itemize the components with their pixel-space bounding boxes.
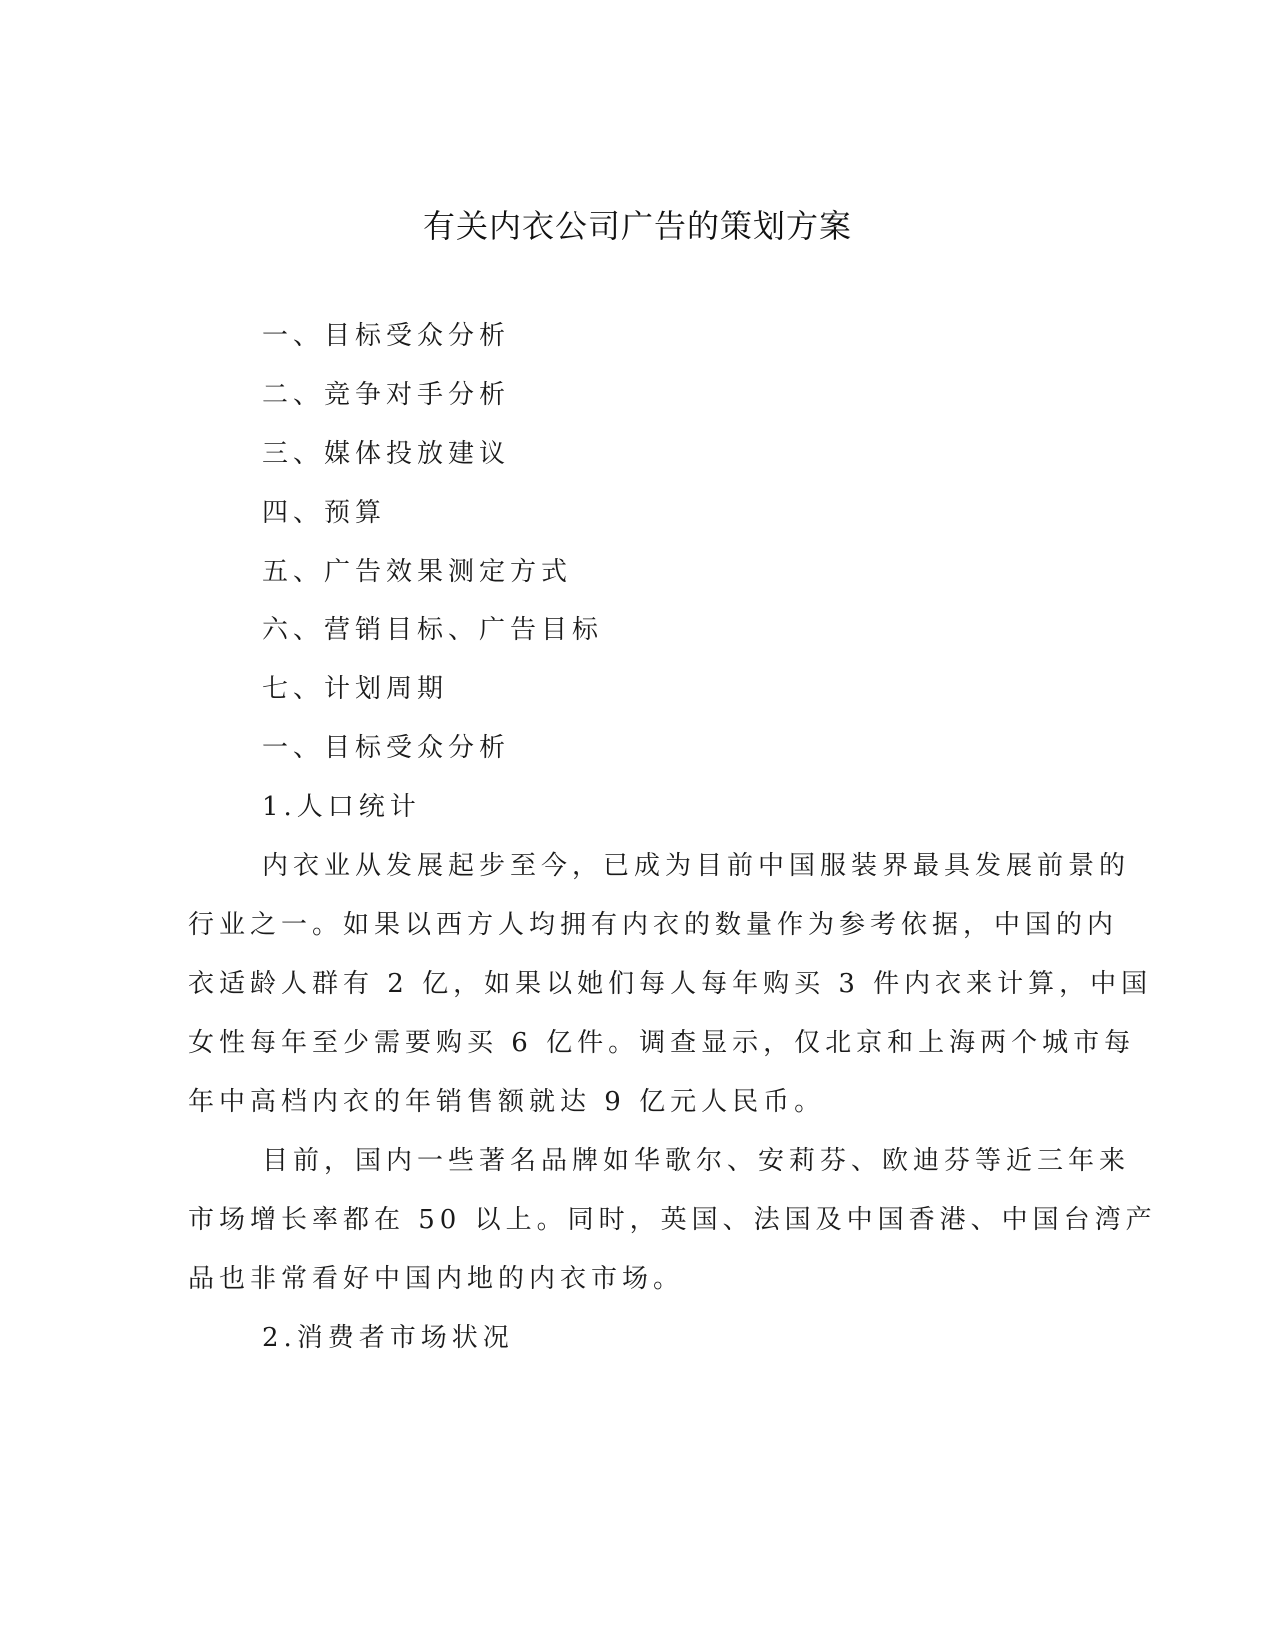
toc-item: 二、竞争对手分析: [262, 380, 511, 410]
toc-item: 一、目标受众分析: [262, 321, 511, 351]
paragraph-line: 市场增长率都在 50 以上。同时，英国、法国及中国香港、中国台湾产: [188, 1205, 1157, 1235]
toc-item: 六、营销目标、广告目标: [262, 615, 604, 645]
paragraph-line: 衣适龄人群有 2 亿，如果以她们每人每年购买 3 件内衣来计算，中国: [188, 969, 1153, 999]
paragraph-line: 女性每年至少需要购买 6 亿件。调查显示，仅北京和上海两个城市每: [188, 1028, 1136, 1058]
document-title: 有关内衣公司广告的策划方案: [422, 207, 852, 245]
paragraph-line: 行业之一。如果以西方人均拥有内衣的数量作为参考依据，中国的内: [188, 910, 1119, 940]
toc-item: 三、媒体投放建议: [262, 439, 511, 469]
paragraph-line: 年中高档内衣的年销售额就达 9 亿元人民币。: [188, 1087, 826, 1117]
subsection-heading: 1.人口统计: [262, 792, 421, 822]
toc-item: 四、预算: [262, 498, 387, 528]
paragraph-line: 内衣业从发展起步至今，已成为目前中国服装界最具发展前景的: [262, 851, 1131, 881]
toc-item: 七、计划周期: [262, 674, 449, 704]
paragraph-line: 目前，国内一些著名品牌如华歌尔、安莉芬、欧迪芬等近三年来: [262, 1146, 1131, 1176]
toc-item: 五、广告效果测定方式: [262, 557, 573, 587]
section-heading: 一、目标受众分析: [262, 733, 511, 763]
paragraph-line: 品也非常看好中国内地的内衣市场。: [188, 1264, 685, 1294]
subsection-heading: 2.消费者市场状况: [262, 1323, 514, 1353]
